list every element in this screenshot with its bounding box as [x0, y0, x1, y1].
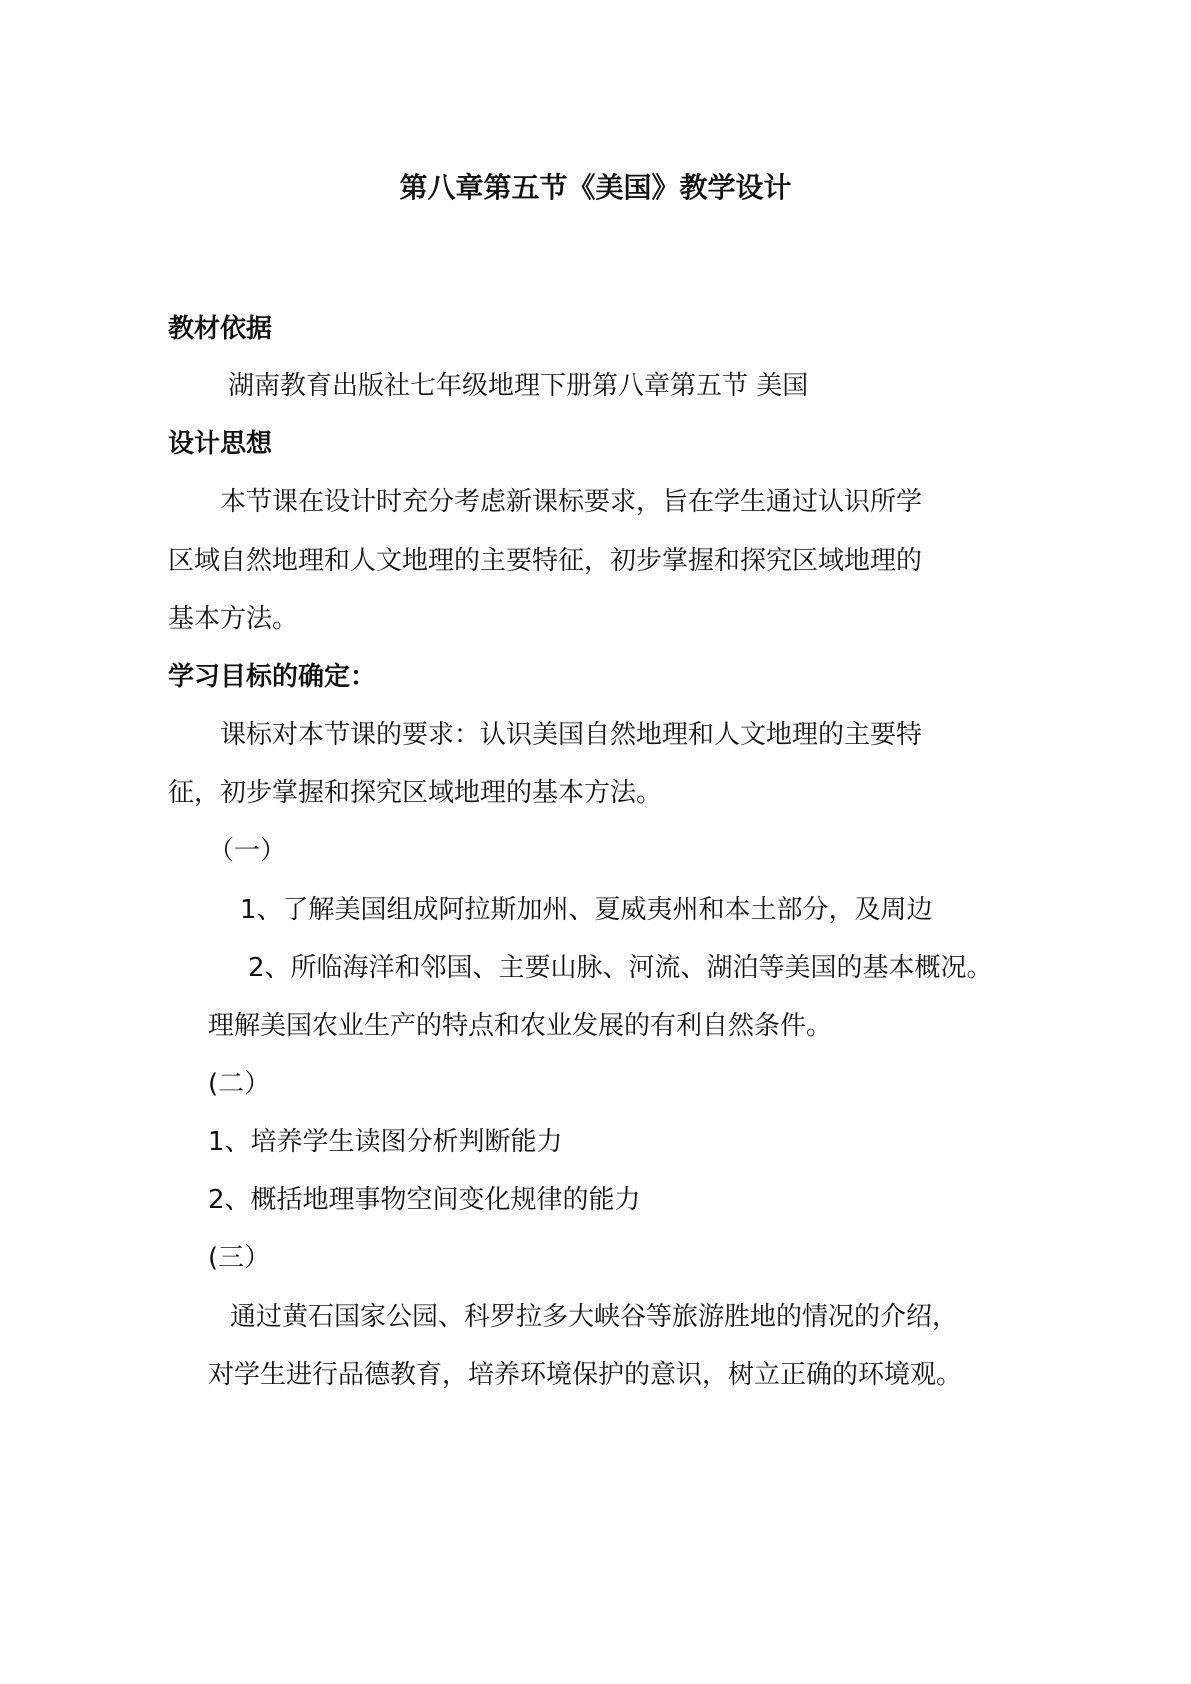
heading-objectives: 学习目标的确定： [168, 662, 377, 692]
design-line-3: 基本方法。 [168, 604, 299, 634]
part3-label: (三） [208, 1243, 271, 1273]
part3-item-2: 对学生进行品德教育，培养环境保护的意识，树立正确的环境观。 [208, 1360, 963, 1390]
part2-item-2: 2、概括地理事物空间变化规律的能力 [208, 1185, 641, 1215]
part3-item-1: 通过黄石国家公园、科罗拉多大峡谷等旅游胜地的情况的介绍， [230, 1302, 959, 1332]
part1-label: （一） [208, 836, 287, 866]
part2-label: (二） [208, 1069, 271, 1099]
part1-item-3: 理解美国农业生产的特点和农业发展的有利自然条件。 [208, 1011, 833, 1041]
design-line-1: 本节课在设计时充分考虑新课标要求，旨在学生通过认识所学 [220, 487, 923, 517]
part1-item-1: 1、了解美国组成阿拉斯加州、夏威夷州和本土部分，及周边 [240, 895, 933, 925]
document-title: 第八章第五节《美国》教学设计 [399, 171, 792, 204]
part2-item-1: 1、培养学生读图分析判断能力 [208, 1127, 563, 1157]
heading-textbook: 教材依据 [168, 314, 273, 344]
design-line-2: 区域自然地理和人文地理的主要特征，初步掌握和探究区域地理的 [168, 546, 923, 576]
part1-item-2: 2、所临海洋和邻国、主要山脉、河流、湖泊等美国的基本概况。 [248, 953, 993, 983]
textbook-body: 湖南教育出版社七年级地理下册第八章第五节 美国 [228, 371, 809, 401]
objectives-line-1: 课标对本节课的要求：认识美国自然地理和人文地理的主要特 [220, 720, 923, 750]
heading-design: 设计思想 [168, 429, 273, 459]
objectives-line-2: 征，初步掌握和探究区域地理的基本方法。 [168, 778, 663, 808]
